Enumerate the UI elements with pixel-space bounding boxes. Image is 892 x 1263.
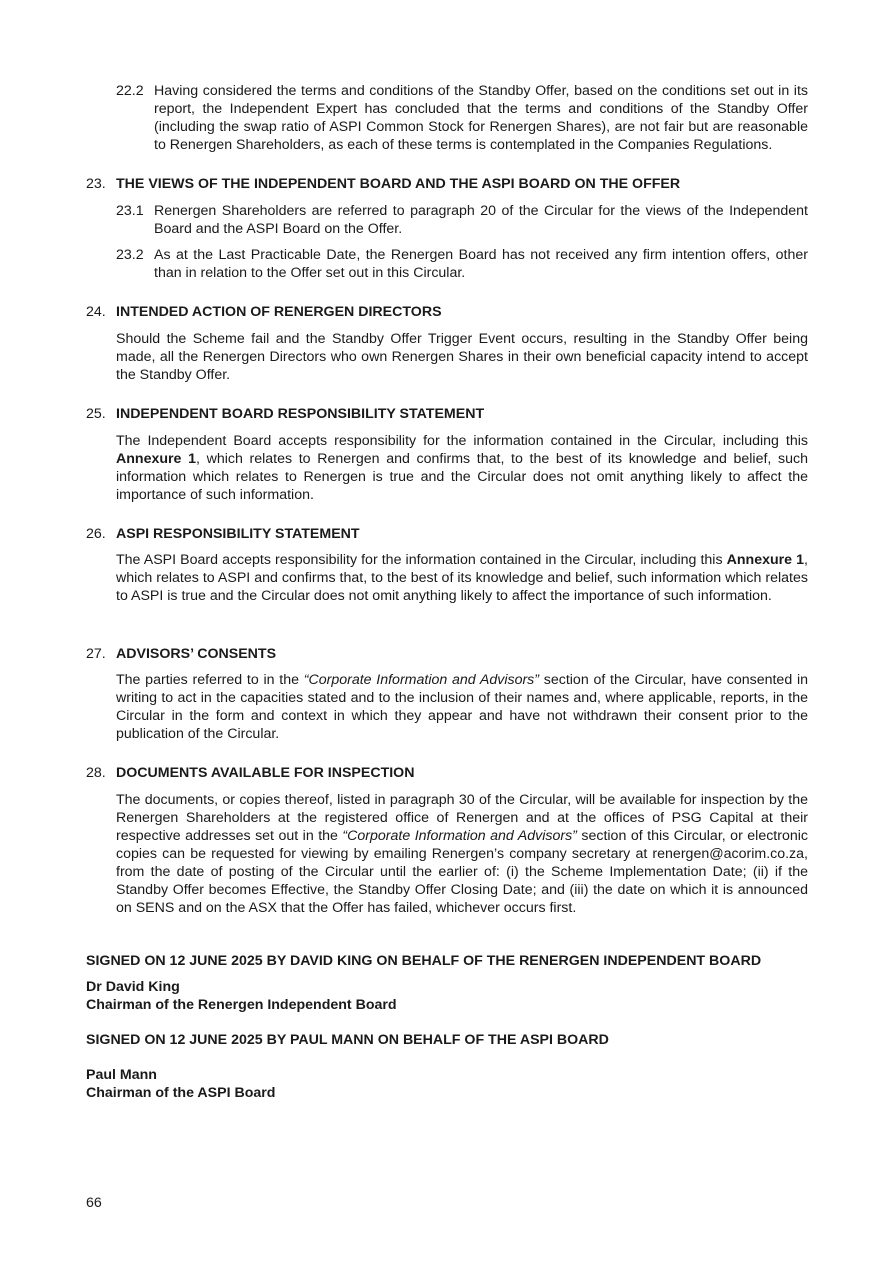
annexure-reference: Annexure 1: [726, 552, 805, 568]
section-title: DOCUMENTS AVAILABLE FOR INSPECTION: [116, 765, 415, 781]
signatory-role-paul-mann: Chairman of the ASPI Board: [86, 1085, 276, 1101]
paragraph-number: 23.1: [116, 203, 144, 219]
section-number: 25.: [86, 406, 106, 422]
paragraph-text-end: section of the Circular, have consented in writing to act in the capacities stated and to the inclusion of their names and, where applicable, reports, in the Circular in the form and context in which they appear and have not withdrawn their consent prior to the publication of the Circular.: [116, 672, 808, 742]
paragraph-24: Should the Scheme fail and the Standby Offer Trigger Event occurs, resulting in the Standby Offer being made, all the Renergen Directors who own Renergen Shares in their own beneficial capacity intend to accept the Standby Offer.: [116, 331, 808, 383]
paragraph-27: [116, 671, 808, 743]
section-23-heading: [86, 175, 808, 193]
paragraph-text: Renergen Shareholders are referred to paragraph 20 of the Circular for the views of the Independent Board and the ASPI Board on the Offer.: [154, 203, 808, 237]
page-number: 66: [86, 1195, 102, 1211]
paragraph-23-1: [116, 202, 808, 238]
paragraph-text-end: , which relates to ASPI and confirms that, to the best of its knowledge and belief, such information which relates to ASPI is true and the Circular does not omit anything likely to affect the importance of such information.: [116, 552, 808, 604]
signatory-name-david-king: Dr David King: [86, 979, 180, 995]
signed-statement-aspi: SIGNED ON 12 JUNE 2025 BY PAUL MANN ON BEHALF OF THE ASPI BOARD: [86, 1032, 609, 1048]
section-title: INDEPENDENT BOARD RESPONSIBILITY STATEMENT: [116, 406, 485, 422]
paragraph-text: Having considered the terms and conditions of the Standby Offer, based on the conditions set out in its report, the Independent Expert has concluded that the terms and conditions of the Standby Offer (including the swap ratio of ASPI Common Stock for Renergen Shares), are not fair but are reasonable to Renergen Shareholders, as each of these terms is contemplated in the Companies Regulations.: [154, 83, 808, 153]
paragraph-26: [116, 551, 808, 605]
section-title: ADVISORS’ CONSENTS: [116, 646, 277, 662]
section-24-heading: [86, 303, 808, 321]
paragraph-22-2: [116, 82, 808, 154]
section-27-heading: [86, 645, 808, 663]
paragraph-text-start: The Independent Board accepts responsibility for the information contained in the Circular, including this: [116, 433, 808, 449]
paragraph-number: 22.2: [116, 83, 144, 99]
signatory-name-paul-mann: Paul Mann: [86, 1067, 157, 1083]
paragraph-number: 23.2: [116, 247, 144, 263]
paragraph-text: As at the Last Practicable Date, the Renergen Board has not received any firm intention offers, other than in relation to the Offer set out in this Circular.: [154, 247, 808, 281]
paragraph-text-end: , which relates to Renergen and confirms that, to the best of its knowledge and belief, such information which relates to Renergen is true and the Circular does not omit anything likely to affect the importance of such information.: [116, 451, 808, 503]
paragraph-text-start: The parties referred to in the: [116, 672, 304, 688]
section-title: THE VIEWS OF THE INDEPENDENT BOARD AND THE ASPI BOARD ON THE OFFER: [116, 176, 681, 192]
paragraph-text-start: The documents, or copies thereof, listed in paragraph 30 of the Circular, will be available for inspection by the Renergen Shareholders at the registered office of Renergen and at the offices of PSG Capital at their respective addresses set out in the: [116, 792, 808, 844]
section-28-heading: [86, 764, 808, 782]
paragraph-text-start: The ASPI Board accepts responsibility for the information contained in the Circular, including this: [116, 552, 727, 568]
section-reference: “Corporate Information and Advisors”: [303, 672, 540, 688]
signed-statement-renergen: SIGNED ON 12 JUNE 2025 BY DAVID KING ON BEHALF OF THE RENERGEN INDEPENDENT BOARD: [86, 953, 762, 969]
section-number: 28.: [86, 765, 106, 781]
section-reference: “Corporate Information and Advisors”: [342, 828, 577, 844]
section-25-heading: [86, 405, 808, 423]
paragraph-25: [116, 432, 808, 504]
section-title: ASPI RESPONSIBILITY STATEMENT: [116, 526, 360, 542]
paragraph-text-end: section of this Circular, or electronic copies can be requested for viewing by emailing Renergen’s company secretary at renergen@acorim.co.za, from the date of posting of the Circular until the earlier of: (i) the Scheme Implementation Date; (ii) if the Standby Offer becomes Effective, the Standby Offer Closing Date; and (iii) the date on which it is announced on SENS and on the ASX that the Offer has failed, whichever occurs first.: [116, 828, 808, 916]
section-number: 24.: [86, 304, 106, 320]
section-number: 27.: [86, 646, 106, 662]
section-number: 26.: [86, 526, 106, 542]
paragraph-28: [116, 791, 808, 917]
section-title: INTENDED ACTION OF RENERGEN DIRECTORS: [116, 304, 442, 320]
signatory-role-david-king: Chairman of the Renergen Independent Board: [86, 997, 397, 1013]
section-number: 23.: [86, 176, 106, 192]
section-26-heading: [86, 525, 808, 543]
annexure-reference: Annexure 1: [116, 451, 196, 467]
paragraph-23-2: [116, 246, 808, 282]
